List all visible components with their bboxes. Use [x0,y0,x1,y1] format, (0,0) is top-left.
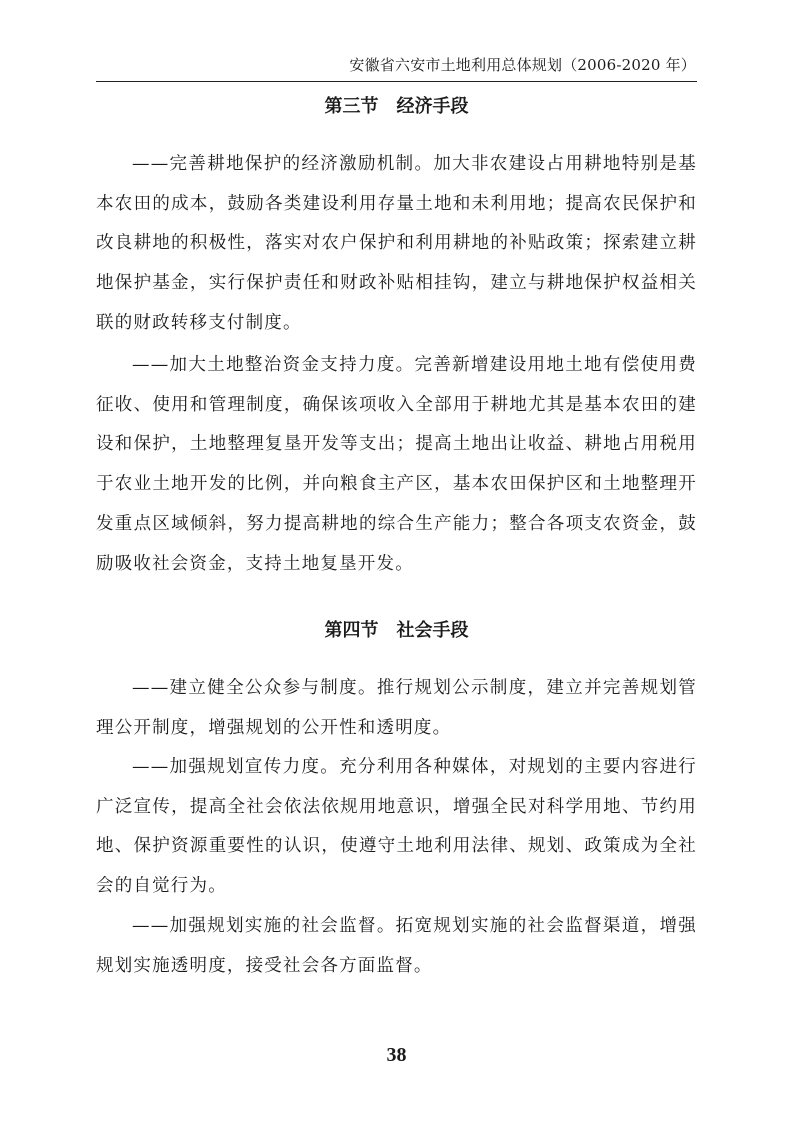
page-header: 安徽省六安市土地利用总体规划（2006-2020 年） [349,56,696,74]
section-title-social: 第四节 社会手段 [324,620,469,641]
paragraph-social-supervision: ——加强规划实施的社会监督。拓宽规划实施的社会监督渠道，增强规划实施透明度，接受社会各方面监督。 [96,916,697,976]
section-title-economic: 第三节 经济手段 [324,96,469,117]
page-number: 38 [386,1044,407,1066]
paragraph-public-participation: ——建立健全公众参与制度。推行规划公示制度，建立并完善规划管理公开制度，增强规划的公开性和透明度。 [96,678,697,738]
header-rule [96,81,697,82]
paragraph-economic-incentive: ——完善耕地保护的经济激励机制。加大非农建设占用耕地特别是基本农田的成本，鼓励各类建设利用存量土地和未利用地；提高农民保护和改良耕地的积极性，落实对农户保护和利用耕地的补贴政策；探索建立耕地保护基金，实行保护责任和财政补贴相挂钩，建立与耕地保护权益相关联的财政转移支付制度。 [96,154,697,333]
paragraph-publicity: ——加强规划宣传力度。充分利用各种媒体，对规划的主要内容进行广泛宣传，提高全社会依法依规用地意识，增强全民对科学用地、节约用地、保护资源重要性的认识，使遵守土地利用法律、规划、政策成为全社会的自觉行为。 [96,757,697,897]
paragraph-land-consolidation-funding: ——加大土地整治资金支持力度。完善新增建设用地土地有偿使用费征收、使用和管理制度，确保该项收入全部用于耕地尤其是基本农田的建设和保护，土地整理复垦开发等支出；提高土地出让收益、耕地占用税用于农业土地开发的比例，并向粮食主产区，基本农田保护区和土地整理开发重点区域倾斜，努力提高耕地的综合生产能力；整合各项支农资金，鼓励吸收社会资金，支持土地复垦开发。 [96,355,697,574]
